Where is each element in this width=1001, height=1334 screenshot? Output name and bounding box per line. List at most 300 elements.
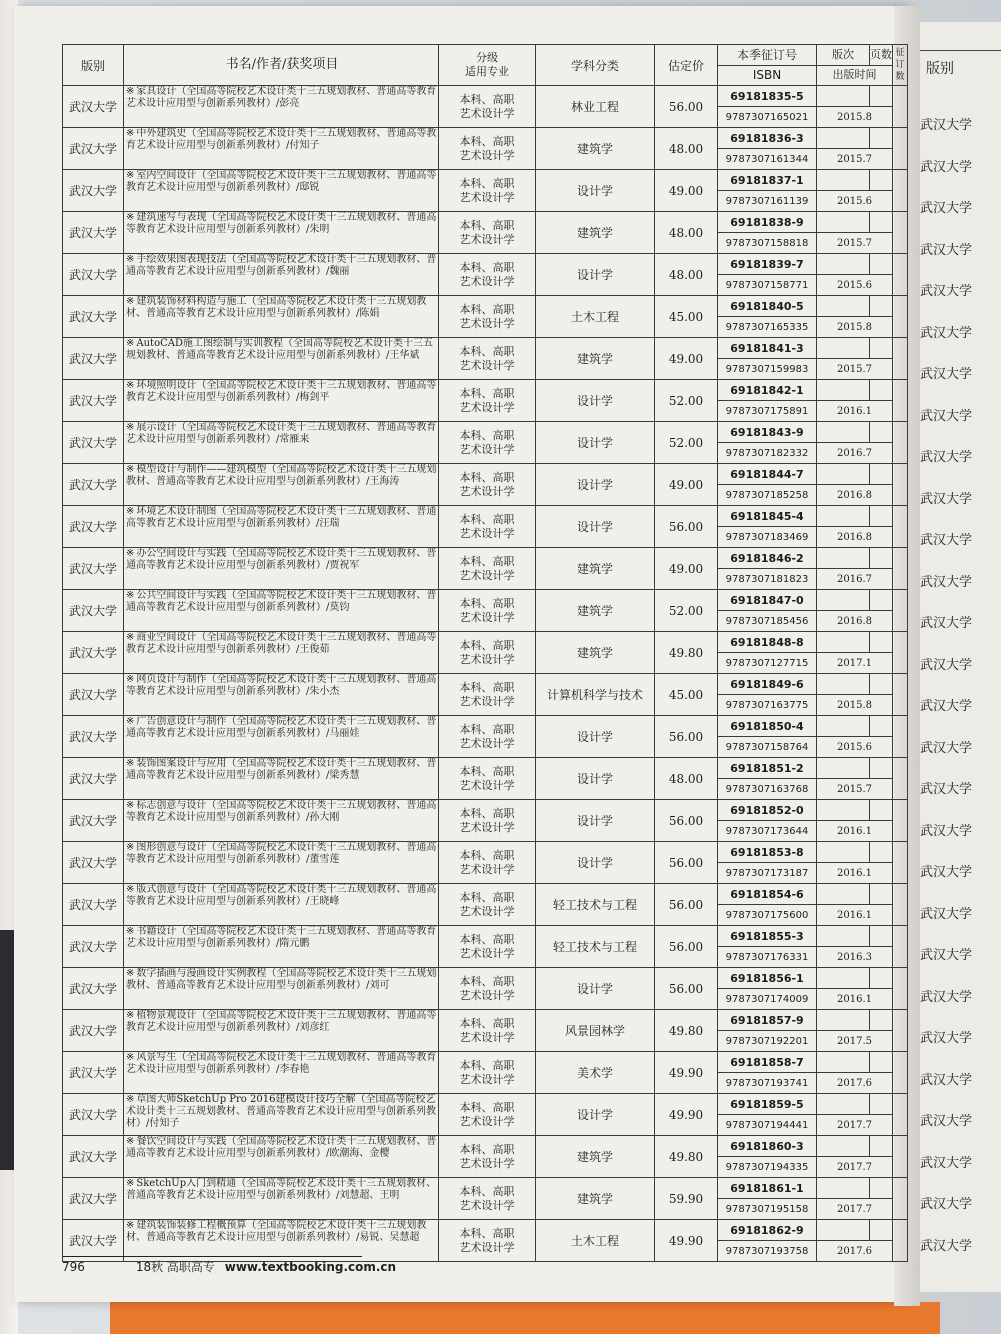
order-code-cell: 69181843-9 — [718, 422, 817, 443]
price-cell: 56.00 — [655, 968, 718, 1010]
order-code-cell: 69181857-9 — [718, 1010, 817, 1031]
subject-cell: 风景园林学 — [536, 1010, 655, 1052]
next-page-item: 武汉大学 — [920, 1072, 973, 1088]
edition-cell — [817, 170, 870, 191]
level-cell: 本科、高职 艺术设计学 — [439, 800, 536, 842]
edition-cell — [817, 212, 870, 233]
pages-cell — [870, 800, 893, 821]
edition-cell — [817, 926, 870, 947]
level-cell: 本科、高职 艺术设计学 — [439, 128, 536, 170]
pubdate-cell: 2016.1 — [817, 401, 893, 422]
title-text: 办公空间设计与实践（全国高等院校艺术设计类十三五规划教材、普通高等教育艺术设计应用型与创新系列教材）/贾祝军 — [126, 548, 437, 571]
table-row — [63, 464, 908, 485]
star-mark: ※ — [126, 716, 135, 727]
footer-rule — [62, 1256, 362, 1257]
subject-cell: 土木工程 — [536, 1220, 655, 1262]
title-cell — [124, 1052, 439, 1094]
pages-cell — [870, 380, 893, 401]
order-count-cell — [893, 1178, 908, 1220]
order-count-cell — [893, 716, 908, 758]
isbn-cell: 9787307185258 — [718, 485, 817, 506]
next-page-item: 武汉大学 — [920, 1155, 973, 1171]
next-page-item: 武汉大学 — [920, 574, 973, 590]
order-code-cell: 69181851-2 — [718, 758, 817, 779]
edition-cell — [817, 884, 870, 905]
title-text: 建筑速写与表现（全国高等院校艺术设计类十三五规划教材、普通高等教育艺术设计应用型与创新系列教材）/朱明 — [126, 212, 437, 235]
next-page-item: 武汉大学 — [920, 118, 973, 133]
isbn-cell: 9787307182332 — [718, 443, 817, 464]
pubdate-cell: 2015.6 — [817, 737, 893, 758]
next-page-item: 武汉大学 — [920, 1197, 973, 1212]
pubdate-cell: 2016.8 — [817, 485, 893, 506]
publisher-cell: 武汉大学 — [63, 926, 124, 968]
star-mark: ※ — [126, 422, 135, 433]
next-page-item: 武汉大学 — [920, 201, 973, 216]
title-cell — [124, 968, 439, 1010]
publisher-cell: 武汉大学 — [63, 296, 124, 338]
title-text: 公共空间设计与实践（全国高等院校艺术设计类十三五规划教材、普通高等教育艺术设计应用型与创新系列教材）/莫钧 — [126, 590, 437, 613]
level-cell: 本科、高职 艺术设计学 — [439, 842, 536, 884]
subject-cell: 设计学 — [536, 170, 655, 212]
order-code-cell: 69181840-5 — [718, 296, 817, 317]
price-cell: 48.00 — [655, 212, 718, 254]
title-text: 建筑装饰装修工程概预算（全国高等院校艺术设计类十三五规划教材、普通高等教育艺术设计应用型与创新系列教材）/易锐、吴慧超 — [126, 1220, 427, 1243]
subject-cell: 设计学 — [536, 800, 655, 842]
title-text: 草图大师SketchUp Pro 2016建模设计技巧全解（全国高等院校艺术设计类十三五规划教材、普通高等教育艺术设计应用型与创新系列教材）/付知子 — [126, 1094, 436, 1129]
next-page-item: 武汉大学 — [920, 823, 973, 839]
title-cell — [124, 1010, 439, 1052]
title-text: 餐饮空间设计与实践（全国高等院校艺术设计类十三五规划教材、普通高等教育艺术设计应用型与创新系列教材）/欧潮海、金樱 — [126, 1136, 437, 1159]
isbn-cell: 9787307158764 — [718, 737, 817, 758]
next-page-item: 武汉大学 — [920, 325, 973, 341]
header-publisher: 版别 — [63, 45, 124, 86]
footer-url: www.textbooking.com.cn — [224, 1260, 397, 1274]
textbook-table — [62, 44, 908, 1262]
table-row — [63, 1010, 908, 1031]
next-page-item: 武汉大学 — [920, 450, 973, 465]
order-count-cell — [893, 1052, 908, 1094]
publisher-cell: 武汉大学 — [63, 1136, 124, 1178]
title-cell — [124, 716, 439, 758]
order-count-cell — [893, 800, 908, 842]
level-cell: 本科、高职 艺术设计学 — [439, 1052, 536, 1094]
star-mark: ※ — [126, 380, 135, 391]
isbn-cell: 9787307185456 — [718, 611, 817, 632]
title-text: 广告创意设计与制作（全国高等院校艺术设计类十三五规划教材、普通高等教育艺术设计应用型与创新系列教材）/马丽娃 — [126, 716, 437, 739]
title-text: 版式创意与设计（全国高等院校艺术设计类十三五规划教材、普通高等教育艺术设计应用型与创新系列教材）/王晓峰 — [126, 884, 437, 907]
star-mark: ※ — [126, 254, 135, 265]
price-cell: 56.00 — [655, 506, 718, 548]
edition-cell — [817, 380, 870, 401]
level-cell: 本科、高职 艺术设计学 — [439, 1220, 536, 1262]
price-cell: 49.90 — [655, 1052, 718, 1094]
header-subject: 学科分类 — [536, 45, 655, 86]
price-cell: 52.00 — [655, 380, 718, 422]
header-title: 书名/作者/获奖项目 — [124, 45, 439, 86]
star-mark: ※ — [126, 170, 135, 181]
pages-cell — [870, 170, 893, 191]
pages-cell — [870, 254, 893, 275]
title-text: AutoCAD施工图绘制与实训教程（全国高等院校艺术设计类十三五规划教材、普通高等教育艺术设计应用型与创新系列教材）/王华斌 — [126, 338, 433, 361]
title-cell — [124, 758, 439, 800]
table-row — [63, 1136, 908, 1157]
footer-series: 18秋 高职高专 — [135, 1260, 215, 1274]
next-page-item: 武汉大学 — [920, 1238, 973, 1254]
star-mark: ※ — [126, 590, 135, 601]
order-code-cell: 69181850-4 — [718, 716, 817, 737]
page-number: 796 — [62, 1260, 85, 1274]
order-code-cell: 69181861-1 — [718, 1178, 817, 1199]
table-row — [63, 1094, 908, 1115]
edition-cell — [817, 842, 870, 863]
title-text: 手绘效果图表现技法（全国高等院校艺术设计类十三五规划教材、普通高等教育艺术设计应用型与创新系列教材）/魏丽 — [126, 254, 437, 277]
order-code-cell: 69181859-5 — [718, 1094, 817, 1115]
star-mark: ※ — [126, 548, 135, 559]
order-code-cell: 69181844-7 — [718, 464, 817, 485]
order-count-cell — [893, 338, 908, 380]
subject-cell: 设计学 — [536, 716, 655, 758]
edition-cell — [817, 254, 870, 275]
subject-cell: 轻工技术与工程 — [536, 884, 655, 926]
title-text: 标志创意与设计（全国高等院校艺术设计类十三五规划教材、普通高等教育艺术设计应用型与创新系列教材）/孙大刚 — [126, 800, 437, 823]
title-cell — [124, 842, 439, 884]
star-mark: ※ — [126, 1010, 135, 1021]
order-code-cell: 69181854-6 — [718, 884, 817, 905]
isbn-cell: 9787307183469 — [718, 527, 817, 548]
order-code-cell: 69181855-3 — [718, 926, 817, 947]
level-cell: 本科、高职 艺术设计学 — [439, 758, 536, 800]
next-page-item: 武汉大学 — [920, 284, 973, 299]
order-count-cell — [893, 842, 908, 884]
pages-cell — [870, 422, 893, 443]
next-page-item: 武汉大学 — [920, 657, 973, 673]
subject-cell: 建筑学 — [536, 1178, 655, 1220]
publisher-cell: 武汉大学 — [63, 170, 124, 212]
level-cell: 本科、高职 艺术设计学 — [439, 590, 536, 632]
table-row — [63, 716, 908, 737]
title-text: SketchUp入门到精通（全国高等院校艺术设计类十三五规划教材、普通高等教育艺术设计应用型与创新系列教材）/刘慧超、王明 — [126, 1178, 437, 1201]
level-cell: 本科、高职 艺术设计学 — [439, 674, 536, 716]
table-row — [63, 506, 908, 527]
level-cell: 本科、高职 艺术设计学 — [439, 1010, 536, 1052]
publisher-cell: 武汉大学 — [63, 1094, 124, 1136]
pubdate-cell: 2016.8 — [817, 527, 893, 548]
order-count-cell — [893, 674, 908, 716]
title-cell — [124, 422, 439, 464]
table-row — [63, 632, 908, 653]
table-row — [63, 590, 908, 611]
table-row — [63, 86, 908, 107]
header-price: 估定价 — [655, 45, 718, 86]
next-page-item: 武汉大学 — [920, 740, 973, 756]
isbn-cell: 9787307181823 — [718, 569, 817, 590]
isbn-cell: 9787307193741 — [718, 1073, 817, 1094]
pages-cell — [870, 716, 893, 737]
pubdate-cell: 2016.1 — [817, 905, 893, 926]
order-code-cell: 69181839-7 — [718, 254, 817, 275]
level-cell: 本科、高职 艺术设计学 — [439, 1094, 536, 1136]
star-mark: ※ — [126, 884, 135, 895]
star-mark: ※ — [126, 1220, 135, 1231]
edition-cell — [817, 716, 870, 737]
title-cell — [124, 170, 439, 212]
table-row — [63, 212, 908, 233]
order-code-cell: 69181849-6 — [718, 674, 817, 695]
pages-cell — [870, 464, 893, 485]
next-page-item: 武汉大学 — [920, 491, 973, 507]
subject-cell: 建筑学 — [536, 590, 655, 632]
publisher-cell: 武汉大学 — [63, 632, 124, 674]
pubdate-cell: 2016.1 — [817, 989, 893, 1010]
edition-cell — [817, 338, 870, 359]
order-count-cell — [893, 464, 908, 506]
next-page-item: 武汉大学 — [920, 989, 973, 1005]
publisher-cell: 武汉大学 — [63, 590, 124, 632]
pages-cell — [870, 1178, 893, 1199]
subject-cell: 设计学 — [536, 968, 655, 1010]
pubdate-cell: 2015.6 — [817, 191, 893, 212]
title-text: 建筑装饰材料构造与施工（全国高等院校艺术设计类十三五规划教材、普通高等教育艺术设计应用型与创新系列教材）/陈娟 — [126, 296, 427, 319]
table-row — [63, 296, 908, 317]
subject-cell: 土木工程 — [536, 296, 655, 338]
price-cell: 56.00 — [655, 716, 718, 758]
table-row — [63, 968, 908, 989]
pubdate-cell: 2015.7 — [817, 779, 893, 800]
title-text: 装饰图案设计与应用（全国高等院校艺术设计类十三五规划教材、普通高等教育艺术设计应用型与创新系列教材）/梁秀慧 — [126, 758, 437, 781]
pages-cell — [870, 632, 893, 653]
level-cell: 本科、高职 艺术设计学 — [439, 926, 536, 968]
pubdate-cell: 2016.1 — [817, 821, 893, 842]
subject-cell: 计算机科学与技术 — [536, 674, 655, 716]
table-row — [63, 128, 908, 149]
title-cell — [124, 800, 439, 842]
isbn-cell: 9787307161139 — [718, 191, 817, 212]
isbn-cell: 9787307192201 — [718, 1031, 817, 1052]
pages-cell — [870, 506, 893, 527]
order-code-cell: 69181842-1 — [718, 380, 817, 401]
star-mark: ※ — [126, 1136, 135, 1147]
next-page-item: 武汉大学 — [920, 948, 973, 963]
table-row — [63, 254, 908, 275]
price-cell: 48.00 — [655, 758, 718, 800]
edition-cell — [817, 1136, 870, 1157]
next-page — [906, 22, 1001, 1292]
title-text: 植物景观设计（全国高等院校艺术设计类十三五规划教材、普通高等教育艺术设计应用型与创新系列教材）/刘彦红 — [126, 1010, 437, 1033]
level-cell: 本科、高职 艺术设计学 — [439, 1178, 536, 1220]
subject-cell: 设计学 — [536, 380, 655, 422]
isbn-cell: 9787307195158 — [718, 1199, 817, 1220]
table-row — [63, 842, 908, 863]
publisher-cell: 武汉大学 — [63, 506, 124, 548]
order-count-cell — [893, 1220, 908, 1262]
pubdate-cell: 2015.7 — [817, 149, 893, 170]
table-row — [63, 1220, 908, 1241]
order-count-cell — [893, 884, 908, 926]
order-code-cell: 69181838-9 — [718, 212, 817, 233]
table-row — [63, 1178, 908, 1199]
order-count-cell — [893, 758, 908, 800]
publisher-cell: 武汉大学 — [63, 338, 124, 380]
pubdate-cell: 2015.8 — [817, 695, 893, 716]
order-code-cell: 69181835-5 — [718, 86, 817, 107]
price-cell: 52.00 — [655, 422, 718, 464]
order-code-cell: 69181846-2 — [718, 548, 817, 569]
title-cell — [124, 1136, 439, 1178]
table-row — [63, 380, 908, 401]
table-row — [63, 548, 908, 569]
header-order-code: 本季征订号 — [718, 45, 817, 66]
price-cell: 49.90 — [655, 1220, 718, 1262]
edition-cell — [817, 1220, 870, 1241]
level-cell: 本科、高职 艺术设计学 — [439, 86, 536, 128]
order-code-cell: 69181856-1 — [718, 968, 817, 989]
order-count-cell — [893, 1136, 908, 1178]
star-mark: ※ — [126, 800, 135, 811]
order-count-cell — [893, 296, 908, 338]
subject-cell: 轻工技术与工程 — [536, 926, 655, 968]
edition-cell — [817, 758, 870, 779]
publisher-cell: 武汉大学 — [63, 800, 124, 842]
pubdate-cell: 2017.7 — [817, 1157, 893, 1178]
next-page-item: 武汉大学 — [920, 865, 973, 880]
next-page-item: 武汉大学 — [920, 616, 973, 631]
table-row — [63, 1052, 908, 1073]
price-cell: 59.90 — [655, 1178, 718, 1220]
title-cell — [124, 506, 439, 548]
pubdate-cell: 2016.3 — [817, 947, 893, 968]
pubdate-cell: 2016.7 — [817, 443, 893, 464]
order-count-cell — [893, 926, 908, 968]
pubdate-cell: 2016.7 — [817, 569, 893, 590]
order-code-cell: 69181858-7 — [718, 1052, 817, 1073]
price-cell: 49.80 — [655, 632, 718, 674]
pages-cell — [870, 758, 893, 779]
next-page-item: 武汉大学 — [920, 367, 973, 382]
order-count-cell — [893, 548, 908, 590]
publisher-cell: 武汉大学 — [63, 674, 124, 716]
title-cell — [124, 254, 439, 296]
pubdate-cell: 2017.1 — [817, 653, 893, 674]
isbn-cell: 9787307127715 — [718, 653, 817, 674]
table-row — [63, 758, 908, 779]
title-cell — [124, 884, 439, 926]
title-cell — [124, 380, 439, 422]
header-order-count: 征订数 — [893, 45, 908, 86]
star-mark: ※ — [126, 1052, 135, 1063]
edition-cell — [817, 632, 870, 653]
next-page-item: 武汉大学 — [920, 782, 973, 797]
edition-cell — [817, 800, 870, 821]
star-mark: ※ — [126, 1094, 135, 1105]
subject-cell: 设计学 — [536, 506, 655, 548]
next-page-item: 武汉大学 — [920, 242, 973, 258]
price-cell: 45.00 — [655, 674, 718, 716]
isbn-cell: 9787307165021 — [718, 107, 817, 128]
price-cell: 49.90 — [655, 1094, 718, 1136]
publisher-cell: 武汉大学 — [63, 464, 124, 506]
pubdate-cell: 2017.7 — [817, 1199, 893, 1220]
price-cell: 56.00 — [655, 842, 718, 884]
publisher-cell: 武汉大学 — [63, 1220, 124, 1262]
pubdate-cell: 2017.6 — [817, 1241, 893, 1262]
isbn-cell: 9787307165335 — [718, 317, 817, 338]
header-level: 分级 适用专业 — [439, 45, 536, 86]
edition-cell — [817, 674, 870, 695]
title-cell — [124, 548, 439, 590]
header-pubdate: 出版时间 — [817, 65, 893, 86]
isbn-cell: 9787307158771 — [718, 275, 817, 296]
pages-cell — [870, 590, 893, 611]
order-count-cell — [893, 212, 908, 254]
subject-cell: 建筑学 — [536, 338, 655, 380]
subject-cell: 林业工程 — [536, 86, 655, 128]
title-cell — [124, 1178, 439, 1220]
star-mark: ※ — [126, 338, 135, 349]
edition-cell — [817, 296, 870, 317]
subject-cell: 建筑学 — [536, 1136, 655, 1178]
order-code-cell: 69181848-8 — [718, 632, 817, 653]
isbn-cell: 9787307194335 — [718, 1157, 817, 1178]
star-mark: ※ — [126, 86, 135, 97]
table-row — [63, 170, 908, 191]
pubdate-cell: 2015.7 — [817, 233, 893, 254]
price-cell: 49.00 — [655, 170, 718, 212]
level-cell: 本科、高职 艺术设计学 — [439, 338, 536, 380]
publisher-cell: 武汉大学 — [63, 422, 124, 464]
level-cell: 本科、高职 艺术设计学 — [439, 632, 536, 674]
order-count-cell — [893, 1010, 908, 1052]
title-text: 书籍设计（全国高等院校艺术设计类十三五规划教材、普通高等教育艺术设计应用型与创新系列教材）/隋元鹏 — [126, 926, 437, 949]
edition-cell — [817, 506, 870, 527]
header-pages: 页数 — [870, 45, 893, 66]
isbn-cell: 9787307194441 — [718, 1115, 817, 1136]
next-page-item: 武汉大学 — [920, 533, 973, 548]
isbn-cell: 9787307159983 — [718, 359, 817, 380]
pubdate-cell: 2017.6 — [817, 1073, 893, 1094]
order-count-cell — [893, 254, 908, 296]
isbn-cell: 9787307161344 — [718, 149, 817, 170]
pubdate-cell: 2016.8 — [817, 611, 893, 632]
price-cell: 49.00 — [655, 548, 718, 590]
publisher-cell: 武汉大学 — [63, 968, 124, 1010]
next-page-item: 武汉大学 — [920, 699, 973, 714]
table-row — [63, 674, 908, 695]
star-mark: ※ — [126, 968, 135, 979]
order-count-cell — [893, 590, 908, 632]
price-cell: 49.80 — [655, 1136, 718, 1178]
isbn-cell: 9787307163768 — [718, 779, 817, 800]
level-cell: 本科、高职 艺术设计学 — [439, 170, 536, 212]
title-cell — [124, 674, 439, 716]
title-cell — [124, 86, 439, 128]
isbn-cell: 9787307174009 — [718, 989, 817, 1010]
order-code-cell: 69181841-3 — [718, 338, 817, 359]
level-cell: 本科、高职 艺术设计学 — [439, 380, 536, 422]
level-cell: 本科、高职 艺术设计学 — [439, 506, 536, 548]
isbn-cell: 9787307175600 — [718, 905, 817, 926]
star-mark: ※ — [126, 296, 135, 307]
order-count-cell — [893, 632, 908, 674]
subject-cell: 建筑学 — [536, 548, 655, 590]
pages-cell — [870, 86, 893, 107]
price-cell: 48.00 — [655, 254, 718, 296]
table-row — [63, 800, 908, 821]
order-count-cell — [893, 380, 908, 422]
title-text: 模型设计与制作——建筑模型（全国高等院校艺术设计类十三五规划教材、普通高等教育艺术设计应用型与创新系列教材）/王海涛 — [126, 464, 437, 487]
order-count-cell — [893, 422, 908, 464]
publisher-cell: 武汉大学 — [63, 380, 124, 422]
pages-cell — [870, 1052, 893, 1073]
